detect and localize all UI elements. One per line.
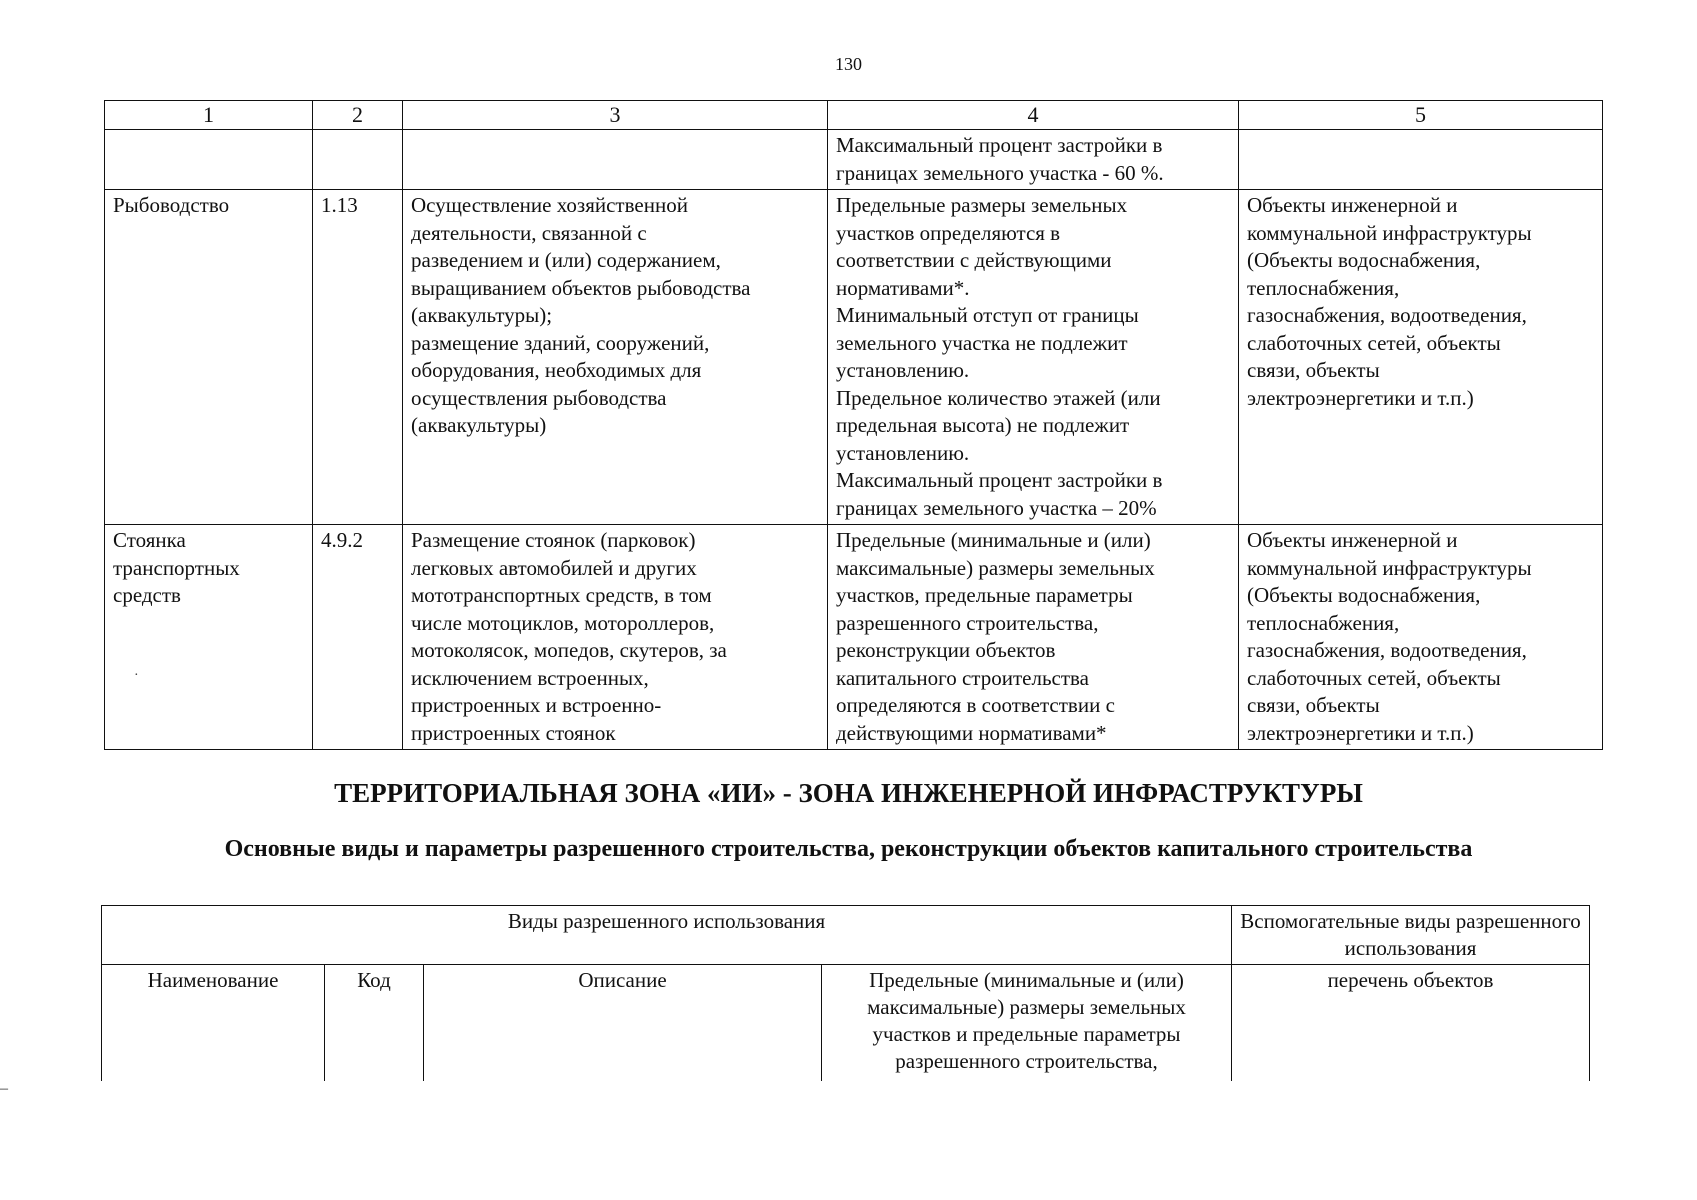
name-cell bbox=[105, 130, 313, 190]
cell-line: Максимальный процент застройки в bbox=[836, 133, 1163, 157]
parameters-header bbox=[822, 965, 1232, 1082]
aux-list-header: перечень объектов bbox=[1232, 965, 1590, 1082]
cell-line: слаботочных сетей, объекты bbox=[1247, 665, 1501, 690]
cell-line: выращиванием объектов рыбоводства bbox=[411, 275, 751, 300]
cell-line: осуществления рыбоводства bbox=[411, 385, 667, 410]
name-header: Наименование bbox=[102, 965, 325, 1082]
cell-line: (аквакультуры) bbox=[411, 413, 547, 437]
zone-title: ТЕРРИТОРИАЛЬНАЯ ЗОНА «ИИ» - ЗОНА ИНЖЕНЕРНОЙ ИНФРАСТРУКТУРЫ bbox=[334, 778, 1363, 808]
cell-line: теплоснабжения, bbox=[1247, 275, 1400, 300]
cell-line: электроэнергетики и т.п.) bbox=[1247, 385, 1474, 410]
cell-line: электроэнергетики и т.п.) bbox=[1247, 720, 1474, 745]
cell-line: нормативами*. bbox=[836, 275, 970, 300]
section-subtitle: Основные виды и параметры разрешенного строительства, реконструкции объектов капитального строительства bbox=[224, 836, 1473, 862]
cell-line: пристроенных и встроенно- bbox=[411, 693, 662, 717]
cell-line: участков, предельные параметры bbox=[836, 583, 1133, 607]
table-row bbox=[105, 190, 1603, 525]
code-cell: 4.9.2 bbox=[313, 525, 403, 750]
cell-line: коммунальной инфраструктуры bbox=[1247, 220, 1532, 245]
cell-line: Объекты инженерной и bbox=[1247, 528, 1458, 552]
cell-line: связи, объекты bbox=[1247, 693, 1380, 717]
land-use-table-continued bbox=[104, 100, 1603, 750]
cell-line: границах земельного участка - 60 %. bbox=[836, 160, 1164, 185]
scan-speck: · bbox=[134, 668, 139, 683]
cell-line: Предельные (минимальные и (или) bbox=[836, 528, 1151, 552]
cell-line: (Объекты водоснабжения, bbox=[1247, 583, 1481, 607]
cell-line: разведением и (или) содержанием, bbox=[411, 248, 721, 272]
cell-line: Объекты инженерной и bbox=[1247, 193, 1458, 217]
cell-line: Предельные размеры земельных bbox=[836, 193, 1128, 217]
zone-ii-table-header bbox=[101, 905, 1590, 1081]
cell-line: границах земельного участка – 20% bbox=[836, 495, 1157, 520]
cell-line: максимальные) размеры земельных bbox=[836, 555, 1155, 580]
parameters-cell bbox=[828, 525, 1239, 750]
auxiliary-cell bbox=[1239, 525, 1603, 750]
parameters-header-line: максимальные) размеры земельных bbox=[867, 995, 1186, 1019]
scan-mark: – bbox=[0, 1080, 8, 1097]
cell-line: Максимальный процент застройки в bbox=[836, 468, 1163, 492]
column-number: 4 bbox=[828, 101, 1239, 130]
cell-line: Осуществление хозяйственной bbox=[411, 193, 688, 217]
cell-line: действующими нормативами* bbox=[836, 720, 1107, 745]
cell-line: оборудования, необходимых для bbox=[411, 358, 702, 382]
table-row bbox=[105, 525, 1603, 750]
page-number: 130 bbox=[835, 54, 862, 74]
column-number: 5 bbox=[1239, 101, 1603, 130]
cell-line: числе мотоциклов, мотороллеров, bbox=[411, 610, 715, 635]
parameters-cell bbox=[828, 130, 1239, 190]
code-cell: 1.13 bbox=[313, 190, 403, 525]
name-cell: Рыбоводство bbox=[105, 190, 313, 525]
cell-line: легковых автомобилей и других bbox=[411, 555, 697, 580]
cell-line: исключением встроенных, bbox=[411, 665, 649, 690]
description-cell bbox=[403, 130, 828, 190]
code-cell bbox=[313, 130, 403, 190]
parameters-header-line: Предельные (минимальные и (или) bbox=[869, 968, 1184, 992]
cell-line: деятельности, связанной с bbox=[411, 220, 647, 245]
cell-line: соответствии с действующими bbox=[836, 248, 1112, 272]
cell-line: разрешенного строительства, bbox=[836, 610, 1099, 635]
parameters-header-line: разрешенного строительства, bbox=[895, 1049, 1158, 1073]
cell-line: коммунальной инфраструктуры bbox=[1247, 555, 1532, 580]
cell-line: мототранспортных средств, в том bbox=[411, 583, 712, 607]
description-cell bbox=[403, 190, 828, 525]
table-row bbox=[105, 130, 1603, 190]
parameters-cell bbox=[828, 190, 1239, 525]
cell-line: (Объекты водоснабжения, bbox=[1247, 248, 1481, 272]
column-number: 3 bbox=[403, 101, 828, 130]
name-cell: Стоянка транспортных средств bbox=[105, 525, 313, 750]
cell-line: определяются в соответствии с bbox=[836, 693, 1115, 717]
description-cell bbox=[403, 525, 828, 750]
cell-line: газоснабжения, водоотведения, bbox=[1247, 303, 1527, 327]
cell-line: Минимальный отступ от границы bbox=[836, 303, 1139, 327]
column-number-row bbox=[105, 101, 1603, 130]
cell-line: мотоколясок, мопедов, скутеров, за bbox=[411, 638, 727, 662]
cell-line: земельного участка не подлежит bbox=[836, 330, 1128, 355]
auxiliary-cell bbox=[1239, 190, 1603, 525]
cell-line: Предельное количество этажей (или bbox=[836, 385, 1161, 410]
cell-line: размещение зданий, сооружений, bbox=[411, 330, 710, 355]
cell-line: установлению. bbox=[836, 358, 970, 382]
group-header: Виды разрешенного использования bbox=[102, 906, 1232, 965]
cell-line: теплоснабжения, bbox=[1247, 610, 1400, 635]
code-header: Код bbox=[325, 965, 424, 1082]
cell-line: реконструкции объектов bbox=[836, 638, 1056, 662]
cell-line: участков определяются в bbox=[836, 220, 1061, 245]
cell-line: Размещение стоянок (парковок) bbox=[411, 528, 696, 552]
cell-line: установлению. bbox=[836, 440, 970, 465]
cell-line: слаботочных сетей, объекты bbox=[1247, 330, 1501, 355]
cell-line: капитального строительства bbox=[836, 665, 1089, 690]
auxiliary-cell bbox=[1239, 130, 1603, 190]
column-number: 1 bbox=[105, 101, 313, 130]
column-number: 2 bbox=[313, 101, 403, 130]
aux-header: Вспомогательные виды разрешенного использования bbox=[1232, 906, 1590, 965]
parameters-header-line: участков и предельные параметры bbox=[872, 1022, 1181, 1046]
cell-line: газоснабжения, водоотведения, bbox=[1247, 638, 1527, 662]
cell-line: предельная высота) не подлежит bbox=[836, 413, 1130, 437]
cell-line: связи, объекты bbox=[1247, 358, 1380, 382]
cell-line: (аквакультуры); bbox=[411, 303, 553, 327]
description-header: Описание bbox=[424, 965, 822, 1082]
cell-line: пристроенных стоянок bbox=[411, 720, 616, 745]
